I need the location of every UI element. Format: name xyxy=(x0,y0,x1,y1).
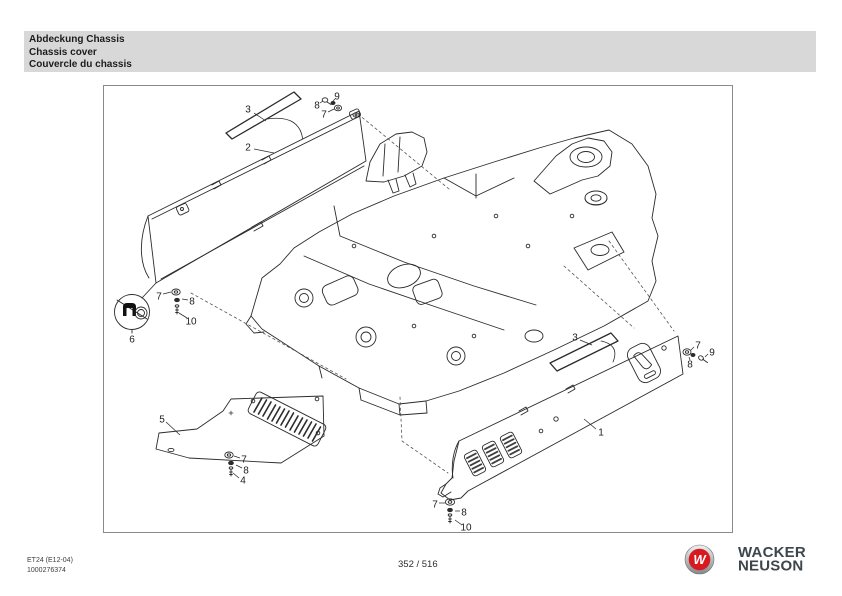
wacker-neuson-logo-icon xyxy=(684,544,715,575)
brand-logo xyxy=(684,544,806,575)
callout-8: 8 xyxy=(189,296,195,308)
title-block xyxy=(24,31,816,72)
doc-number: 1000276374 xyxy=(27,567,66,574)
callout-7: 7 xyxy=(156,291,162,303)
document-codes xyxy=(27,556,73,576)
callout-5: 5 xyxy=(159,414,165,426)
callout-8: 8 xyxy=(687,359,693,371)
callout-9: 9 xyxy=(709,347,715,359)
callout-8: 8 xyxy=(243,465,249,477)
callout-7: 7 xyxy=(432,499,438,511)
adhesive-strip-part3-left xyxy=(226,92,301,139)
svg-text:W: W xyxy=(693,552,706,568)
fastener-group-bottom-right xyxy=(445,499,454,523)
callout-4: 4 xyxy=(240,475,246,487)
callout-leader-7 xyxy=(163,292,171,294)
exploded-view-drawing xyxy=(104,86,732,532)
callout-leader-4 xyxy=(233,473,239,478)
callout-10: 10 xyxy=(460,522,472,532)
doc-code: ET24 (E12-04) xyxy=(27,557,73,564)
title-en: Chassis cover xyxy=(29,46,97,58)
callout-8: 8 xyxy=(461,507,467,519)
callout-leader-8 xyxy=(320,101,323,103)
detail-circle-part6 xyxy=(115,283,157,333)
callout-leader-7 xyxy=(691,347,694,350)
callout-2: 2 xyxy=(245,142,251,154)
callout-3: 3 xyxy=(245,104,251,116)
callout-10: 10 xyxy=(185,316,197,328)
callout-7: 7 xyxy=(321,109,327,121)
fastener-group-left xyxy=(172,289,180,314)
page-number: 352 / 516 xyxy=(398,559,438,570)
callout-3: 3 xyxy=(572,332,578,344)
callout-leader-3 xyxy=(580,340,592,345)
title-fr: Couvercle du chassis xyxy=(29,59,132,70)
brand-wordmark xyxy=(738,544,806,575)
callout-leader-8 xyxy=(182,299,188,300)
bottom-plate-part5 xyxy=(156,391,327,463)
brand-line-1: WACKER xyxy=(738,544,806,561)
callout-9: 9 xyxy=(334,91,340,103)
brand-line-2: NEUSON xyxy=(738,557,804,575)
callout-leader-7 xyxy=(328,109,334,112)
diagram-frame xyxy=(103,85,733,533)
callout-7: 7 xyxy=(241,454,247,466)
callout-6: 6 xyxy=(129,334,135,346)
callout-8: 8 xyxy=(314,100,320,112)
title-de: Abdeckung Chassis xyxy=(29,34,125,45)
callout-leader-9 xyxy=(705,354,708,357)
callout-7: 7 xyxy=(695,340,701,352)
callout-1: 1 xyxy=(598,427,604,439)
callout-leader-2 xyxy=(254,149,274,153)
